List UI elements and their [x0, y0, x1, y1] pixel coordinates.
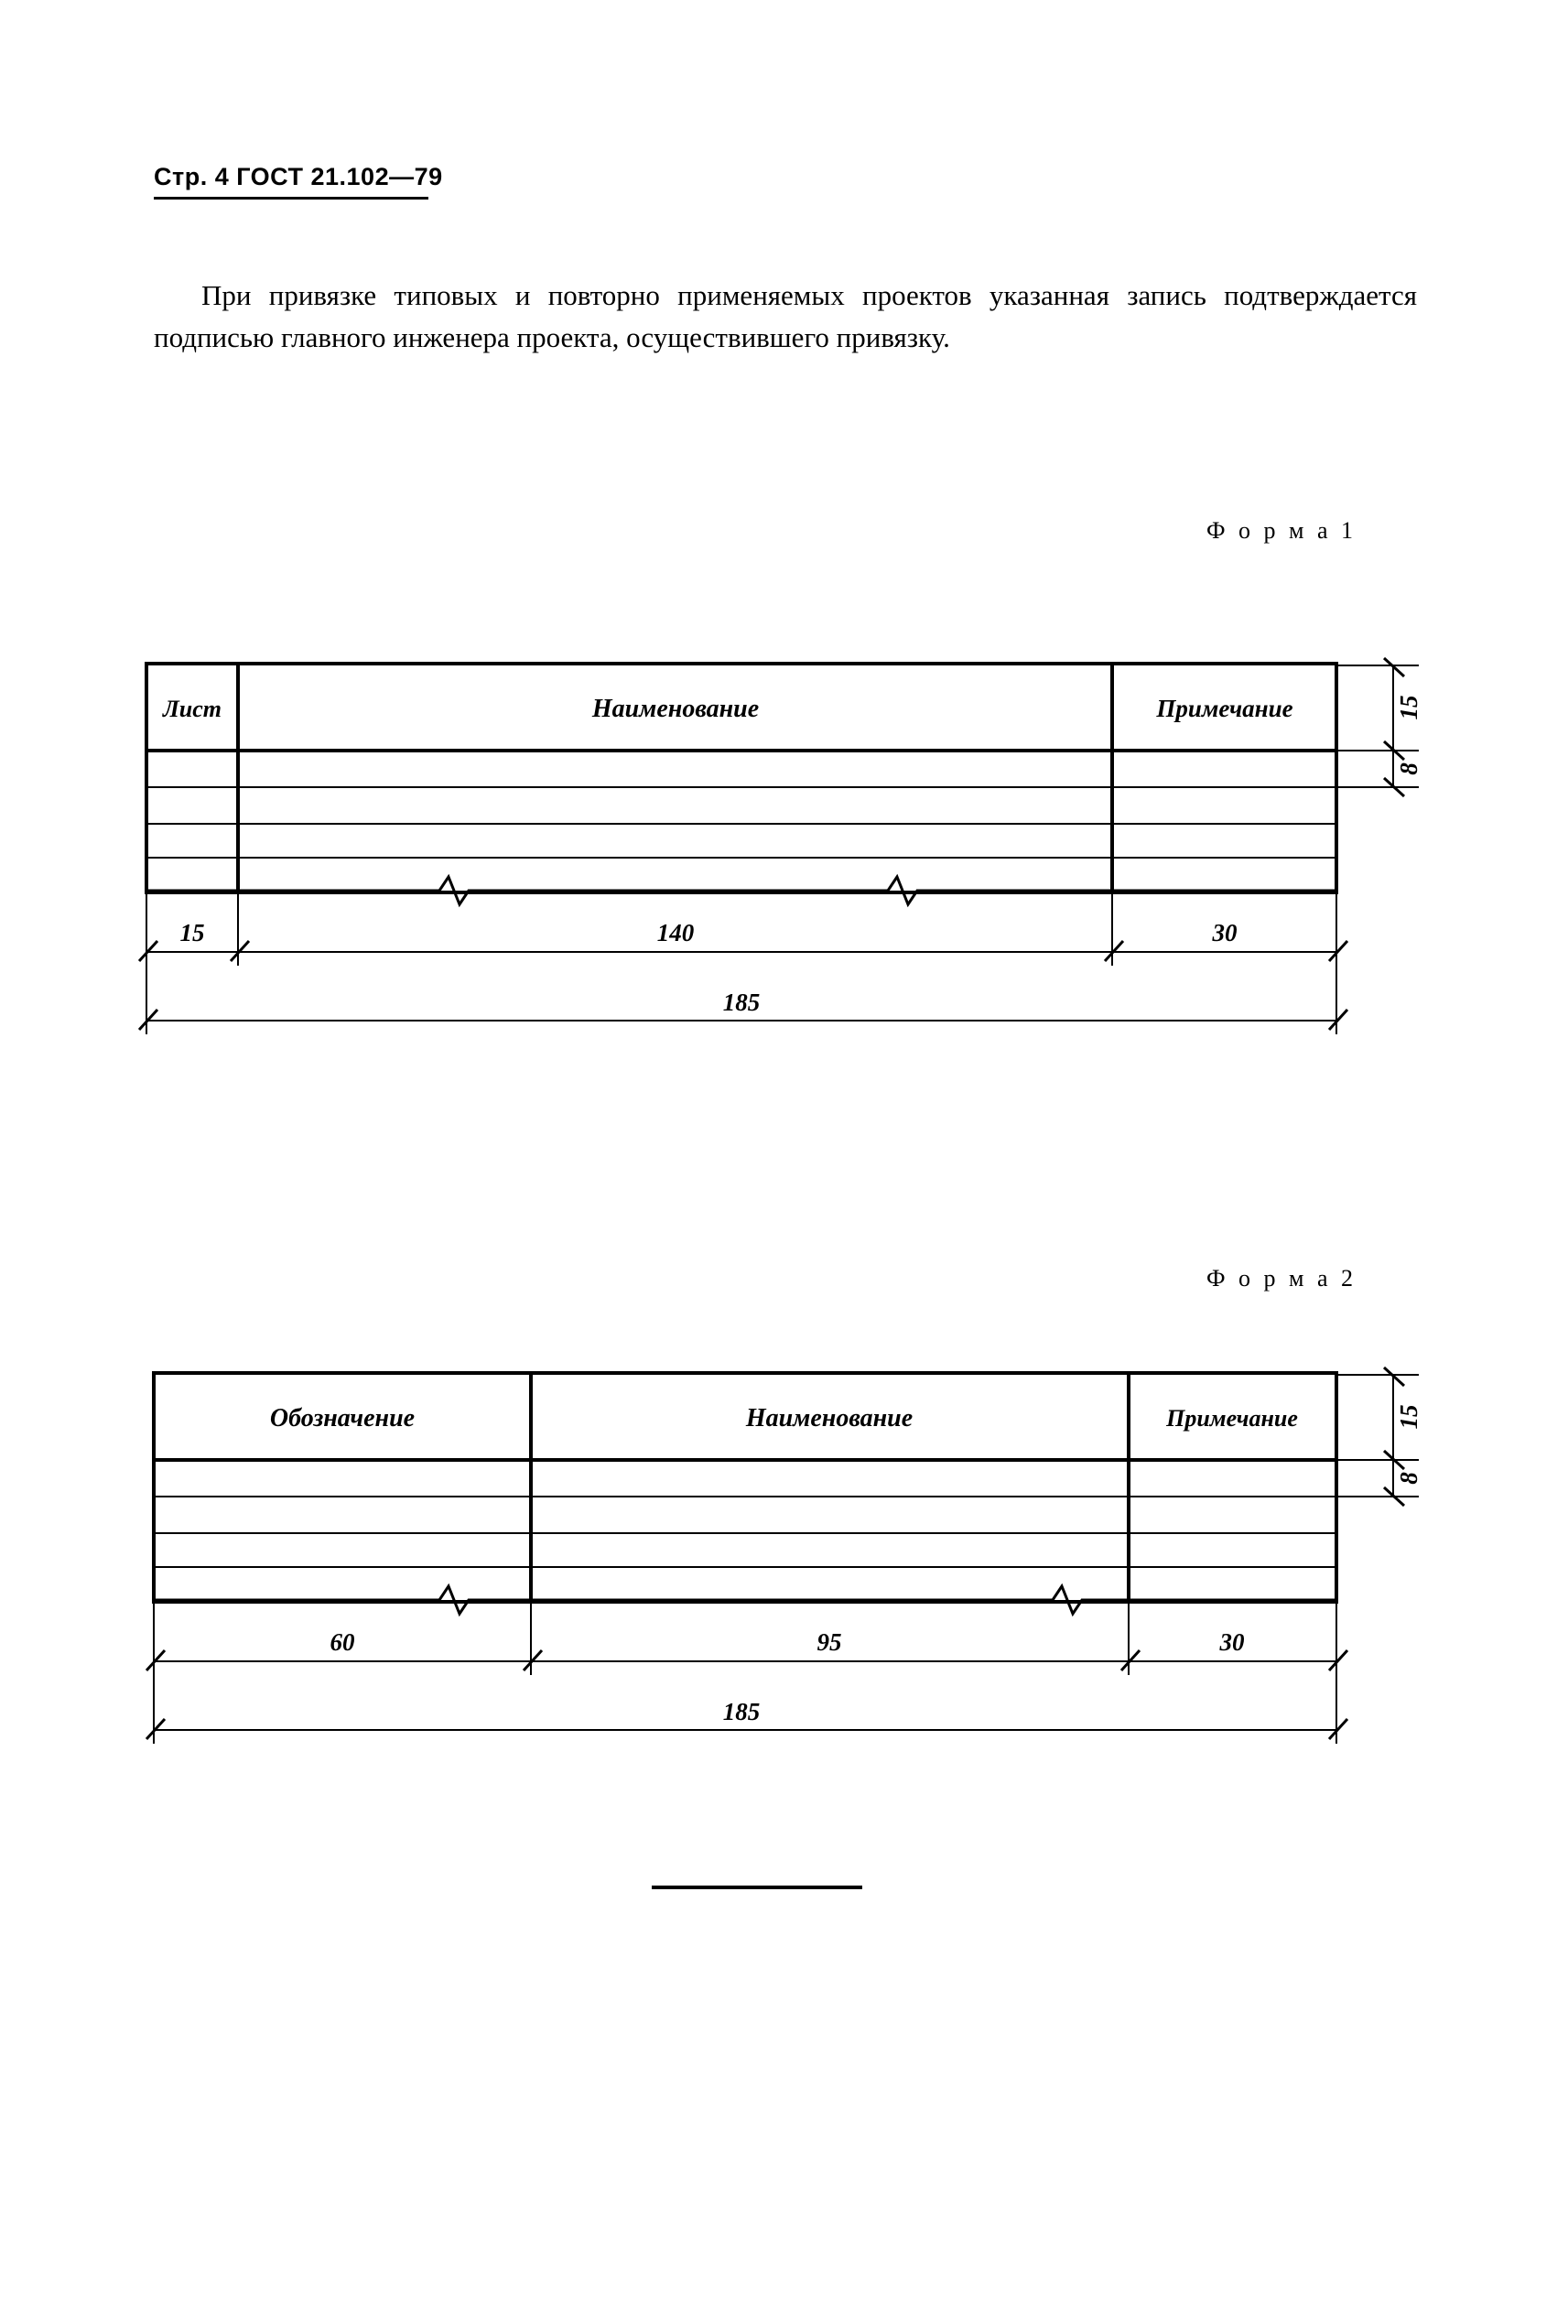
- form-2-col-1-width: 95: [816, 1628, 842, 1656]
- form-1-figure: [137, 654, 1437, 1076]
- form-2-header-height: 15: [1395, 1404, 1422, 1430]
- form-1-col-1-width: 140: [656, 919, 695, 946]
- form-2-caption: Ф о р м а 2: [1206, 1265, 1357, 1292]
- form-1-col-0-width: 15: [179, 919, 205, 946]
- form-1-total-width: 185: [722, 989, 761, 1016]
- form-1-col-2-header: Примечание: [1156, 695, 1293, 722]
- form-1-row-height: 8: [1395, 762, 1422, 775]
- form-1-caption: Ф о р м а 1: [1206, 517, 1357, 544]
- paragraph-text: При привязке типовых и повторно применяемых проектов указанная запись подтверждается подписью главного инженера проекта, осуществившего привязку.: [154, 279, 1417, 353]
- form-2-col-0-header: Обозначение: [269, 1404, 416, 1432]
- header-divider: [154, 197, 428, 200]
- form-1-col-2-width: 30: [1212, 919, 1238, 946]
- form-2-col-0-width: 60: [330, 1628, 355, 1656]
- form-2-col-1-header: Наименование: [745, 1404, 914, 1432]
- form-2-col-2-width: 30: [1219, 1628, 1245, 1656]
- form-1-header-height: 15: [1395, 695, 1422, 720]
- form-2-total-width: 185: [722, 1698, 761, 1725]
- bottom-divider: [652, 1886, 862, 1889]
- form-2-figure: [137, 1364, 1437, 1785]
- body-paragraph: [154, 275, 1417, 359]
- form-1-col-0-header: Лист: [162, 696, 222, 722]
- form-2-col-2-header: Примечание: [1166, 1405, 1298, 1432]
- page-title: Стр. 4 ГОСТ 21.102—79: [154, 163, 443, 190]
- form-2-row-height: 8: [1395, 1472, 1422, 1485]
- form-1-col-1-header: Наименование: [591, 695, 760, 723]
- page-header: [154, 163, 584, 200]
